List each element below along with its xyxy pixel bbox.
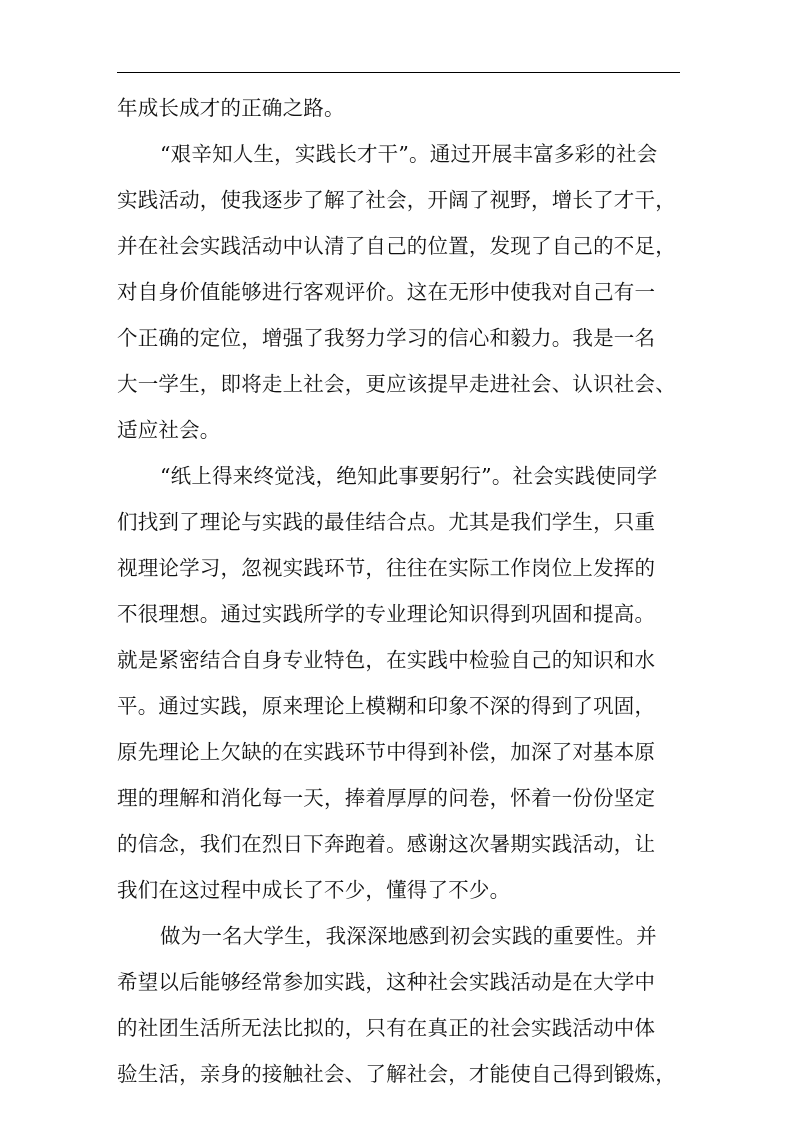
- text-line: 适应社会。: [117, 418, 221, 442]
- text-line: 们找到了理论与实践的最佳结合点。尤其是我们学生，只重: [117, 510, 656, 534]
- text-line: 并在社会实践活动中认清了自己的位置，发现了自己的不足，: [117, 234, 676, 258]
- text-line: 不很理想。通过实践所学的专业理论知识得到巩固和提高。: [117, 602, 656, 626]
- paragraph-first-line: “纸上得来终觉浅，绝知此事要躬行”。社会实践使同学: [160, 464, 658, 488]
- text-line: 原先理论上欠缺的在实践环节中得到补偿，加深了对基本原: [117, 740, 656, 764]
- text-line: 视理论学习，忽视实践环节，往往在实际工作岗位上发挥的: [117, 556, 656, 580]
- text-line: 年成长成才的正确之路。: [117, 96, 345, 120]
- text-line: 个正确的定位，增强了我努力学习的信心和毅力。我是一名: [117, 326, 656, 350]
- text-line: 验生活，亲身的接触社会、了解社会，才能使自己得到锻炼，: [117, 1062, 676, 1086]
- paragraph-first-line: “艰辛知人生，实践长才干”。通过开展丰富多彩的社会: [160, 142, 658, 166]
- text-line: 希望以后能够经常参加实践，这种社会实践活动是在大学中: [117, 970, 656, 994]
- text-line: 我们在这过程中成长了不少，懂得了不少。: [117, 878, 511, 902]
- text-line: 大一学生，即将走上社会，更应该提早走进社会、认识社会、: [117, 372, 676, 396]
- text-line: 的信念，我们在烈日下奔跑着。感谢这次暑期实践活动，让: [117, 832, 656, 856]
- text-line: 理的理解和消化每一天，捧着厚厚的问卷，怀着一份份坚定: [117, 786, 656, 810]
- text-line: 实践活动，使我逐步了解了社会，开阔了视野，增长了才干，: [117, 188, 676, 212]
- text-line: 的社团生活所无法比拟的，只有在真正的社会实践活动中体: [117, 1016, 656, 1040]
- paragraph-first-line: 做为一名大学生，我深深地感到初会实践的重要性。并: [160, 924, 657, 948]
- text-line: 就是紧密结合自身专业特色，在实践中检验自己的知识和水: [117, 648, 656, 672]
- text-line: 对自身价值能够进行客观评价。这在无形中使我对自己有一: [117, 280, 656, 304]
- text-line: 平。通过实践，原来理论上模糊和印象不深的得到了巩固，: [117, 694, 656, 718]
